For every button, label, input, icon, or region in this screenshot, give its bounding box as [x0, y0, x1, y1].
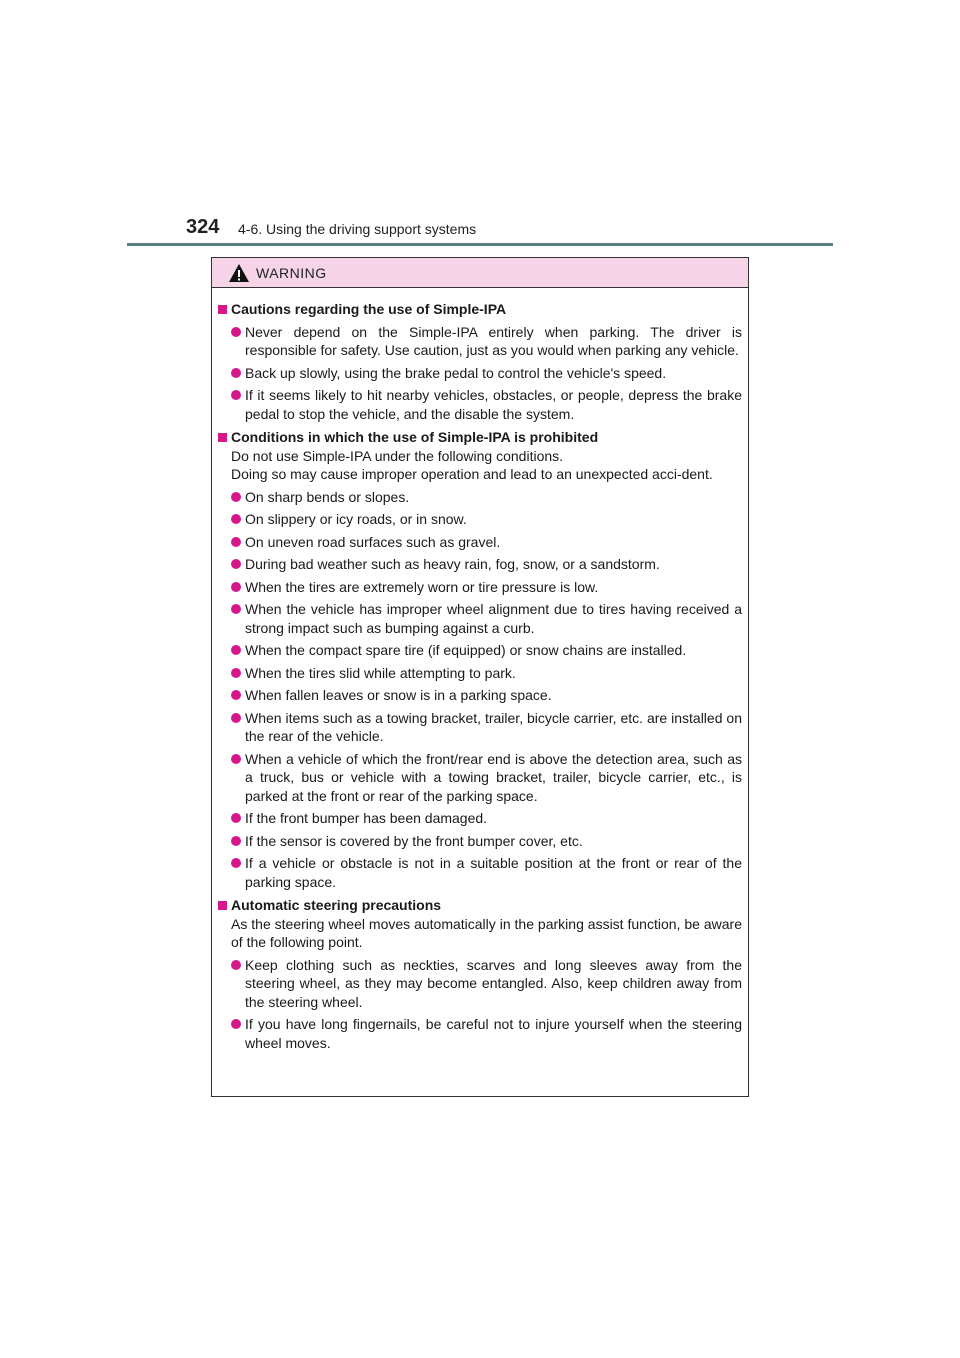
bullet-text: When the tires slid while attempting to park. — [245, 664, 516, 681]
bullet-text: If a vehicle or obstacle is not in a suitable position at the front or rear of the parking space. — [245, 855, 742, 890]
bullet-dot-icon — [231, 514, 241, 524]
warning-content — [212, 288, 748, 1054]
bullet-item — [218, 510, 742, 529]
bullet-dot-icon — [231, 713, 241, 723]
bullet-text: If it seems likely to hit nearby vehicles, obstacles, or people, depress the brake pedal to stop the vehicle, and the disable the system. — [245, 387, 742, 422]
bullet-dot-icon — [231, 492, 241, 502]
bullet-dot-icon — [231, 368, 241, 378]
bullet-dot-icon — [231, 327, 241, 337]
bullet-text: When the tires are extremely worn or tire pressure is low. — [245, 578, 599, 595]
bullet-item — [218, 555, 742, 574]
bullet-dot-icon — [231, 390, 241, 400]
section-paragraph: Doing so may cause improper operation and lead to an unexpected acci-dent. — [231, 466, 713, 482]
square-bullet-icon — [218, 433, 227, 442]
bullet-item — [218, 1015, 742, 1052]
bullet-dot-icon — [231, 668, 241, 678]
bullet-dot-icon — [231, 537, 241, 547]
section-heading-text: Cautions regarding the use of Simple-IPA — [231, 301, 507, 317]
bullet-dot-icon — [231, 1019, 241, 1029]
bullet-dot-icon — [231, 559, 241, 569]
warning-triangle-icon — [228, 263, 250, 283]
bullet-text: When a vehicle of which the front/rear end is above the detection area, such as a truck, bus or vehicle with a towing bracket, trailer, bicycle carrier, etc., is parked at the front or rear of the parking space. — [245, 750, 742, 804]
bullet-text: If you have long fingernails, be careful not to injure yourself when the steering wheel moves. — [245, 1016, 742, 1051]
bullet-dot-icon — [231, 645, 241, 655]
bullet-dot-icon — [231, 754, 241, 764]
bullet-dot-icon — [231, 690, 241, 700]
warning-box — [211, 257, 749, 1097]
bullet-dot-icon — [231, 960, 241, 970]
bullet-dot-icon — [231, 604, 241, 614]
bullet-item — [218, 809, 742, 828]
bullet-text: Never depend on the Simple-IPA entirely when parking. The driver is responsible for safety. Use caution, just as you would when parking any vehicle. — [245, 323, 742, 358]
bullet-item — [218, 641, 742, 660]
section-paragraph: Do not use Simple-IPA under the following conditions. — [231, 447, 564, 464]
bullet-item — [218, 323, 742, 360]
bullet-item — [218, 600, 742, 637]
square-bullet-icon — [218, 901, 227, 910]
bullet-item — [218, 386, 742, 423]
bullet-item — [218, 709, 742, 746]
bullet-dot-icon — [231, 813, 241, 823]
section-title: 4-6. Using the driving support systems — [238, 221, 477, 237]
bullet-text: If the sensor is covered by the front bumper cover, etc. — [245, 832, 583, 849]
bullet-text: On slippery or icy roads, or in snow. — [245, 511, 467, 527]
bullet-item — [218, 664, 742, 683]
bullet-dot-icon — [231, 836, 241, 846]
bullet-text: On sharp bends or slopes. — [245, 488, 410, 505]
bullet-text: When the compact spare tire (if equipped) or snow chains are installed. — [245, 642, 687, 658]
bullet-text: During bad weather such as heavy rain, fog, snow, or a sandstorm. — [245, 556, 660, 572]
bullet-text: If the front bumper has been damaged. — [245, 810, 488, 826]
section-heading-text: Automatic steering precautions — [231, 897, 442, 913]
section-heading — [218, 428, 742, 447]
bullet-item — [218, 488, 742, 507]
bullet-item — [218, 832, 742, 851]
header-divider — [127, 243, 833, 246]
bullet-item — [218, 750, 742, 806]
bullet-item — [218, 578, 742, 597]
bullet-dot-icon — [231, 858, 241, 868]
page-number: 324 — [186, 216, 220, 238]
bullet-item — [218, 533, 742, 552]
bullet-text: When the vehicle has improper wheel alignment due to tires having received a strong impact such as bumping against a curb. — [245, 601, 742, 636]
section-heading — [218, 896, 742, 915]
bullet-item — [218, 686, 742, 705]
bullet-item — [218, 956, 742, 1012]
bullet-dot-icon — [231, 582, 241, 592]
square-bullet-icon — [218, 305, 227, 314]
section-heading — [218, 300, 742, 319]
bullet-item — [218, 854, 742, 891]
bullet-text: Back up slowly, using the brake pedal to control the vehicle's speed. — [245, 364, 667, 381]
section-heading-text: Conditions in which the use of Simple-IPA is prohibited — [231, 429, 599, 445]
bullet-item — [218, 364, 742, 383]
bullet-text: Keep clothing such as neckties, scarves and long sleeves away from the steering wheel, as they may become entangled. Also, keep children away from the steering wheel. — [245, 956, 742, 1010]
section-paragraph: As the steering wheel moves automatically in the parking assist function, be aware of the following point. — [231, 915, 742, 950]
bullet-text: When items such as a towing bracket, trailer, bicycle carrier, etc. are installed on the rear of the vehicle. — [245, 709, 742, 744]
warning-label: WARNING — [256, 264, 327, 281]
bullet-text: When fallen leaves or snow is in a parking space. — [245, 687, 552, 703]
bullet-text: On uneven road surfaces such as gravel. — [245, 533, 501, 550]
warning-header — [212, 258, 748, 288]
